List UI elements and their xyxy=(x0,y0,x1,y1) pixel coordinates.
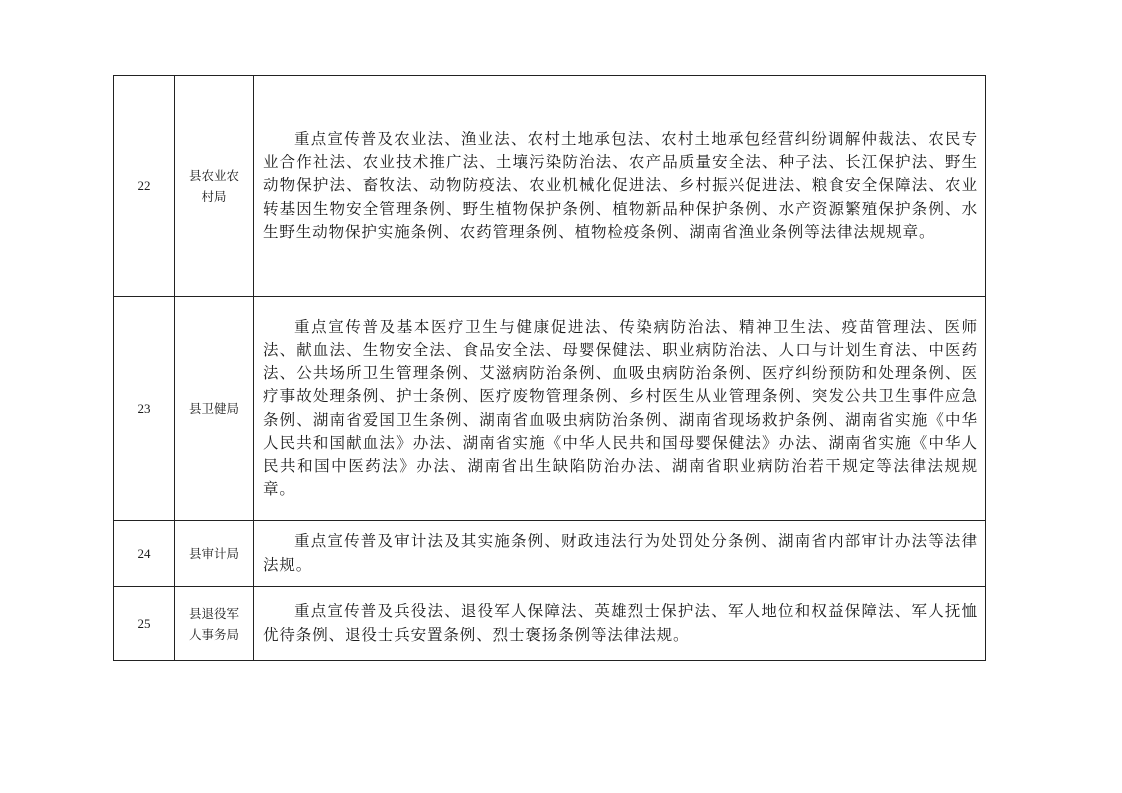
content-text: 重点宣传普及审计法及其实施条例、财政违法行为处罚处分条例、湖南省内部审计办法等法律法规。 xyxy=(263,532,978,574)
unit-name: 县审计局 xyxy=(175,521,254,587)
content-cell xyxy=(254,297,986,521)
row-number: 24 xyxy=(114,521,175,587)
table-row xyxy=(114,521,986,587)
row-number: 22 xyxy=(114,76,175,297)
law-publicity-table xyxy=(113,75,986,661)
content-text: 重点宣传普及兵役法、退役军人保障法、英雄烈士保护法、军人地位和权益保障法、军人抚恤优待条例、退役士兵安置条例、烈士褒扬条例等法律法规。 xyxy=(263,602,978,644)
content-text: 重点宣传普及农业法、渔业法、农村土地承包法、农村土地承包经营纠纷调解仲裁法、农民专业合作社法、农业技术推广法、土壤污染防治法、农产品质量安全法、种子法、长江保护法、野生动物保护法、畜牧法、动物防疫法、农业机械化促进法、乡村振兴促进法、粮食安全保障法、农业转基因生物安全管理条例、野生植物保护条例、植物新品种保护条例、水产资源繁殖保护条例、水生野生动物保护实施条例、农药管理条例、植物检疫条例、湖南省渔业条例等法律法规规章。 xyxy=(263,129,978,241)
row-number: 25 xyxy=(114,587,175,661)
row-number: 23 xyxy=(114,297,175,521)
unit-name: 县农业农村局 xyxy=(175,76,254,297)
content-cell xyxy=(254,521,986,587)
content-cell xyxy=(254,76,986,297)
table-row xyxy=(114,587,986,661)
content-text: 重点宣传普及基本医疗卫生与健康促进法、传染病防治法、精神卫生法、疫苗管理法、医师法、献血法、生物安全法、食品安全法、母婴保健法、职业病防治法、人口与计划生育法、中医药法、公共场所卫生管理条例、艾滋病防治条例、血吸虫病防治条例、医疗纠纷预防和处理条例、医疗事故处理条例、护士条例、医疗废物管理条例、乡村医生从业管理条例、突发公共卫生事件应急条例、湖南省爱国卫生条例、湖南省血吸虫病防治条例、湖南省现场救护条例、湖南省实施《中华人民共和国献血法》办法、湖南省实施《中华人民共和国母婴保健法》办法、湖南省实施《中华人民共和国中医药法》办法、湖南省出生缺陷防治办法、湖南省职业病防治若干规定等法律法规规章。 xyxy=(263,317,978,499)
unit-name: 县退役军人事务局 xyxy=(175,587,254,661)
unit-name: 县卫健局 xyxy=(175,297,254,521)
content-cell xyxy=(254,587,986,661)
table-row xyxy=(114,297,986,521)
table-row xyxy=(114,76,986,297)
